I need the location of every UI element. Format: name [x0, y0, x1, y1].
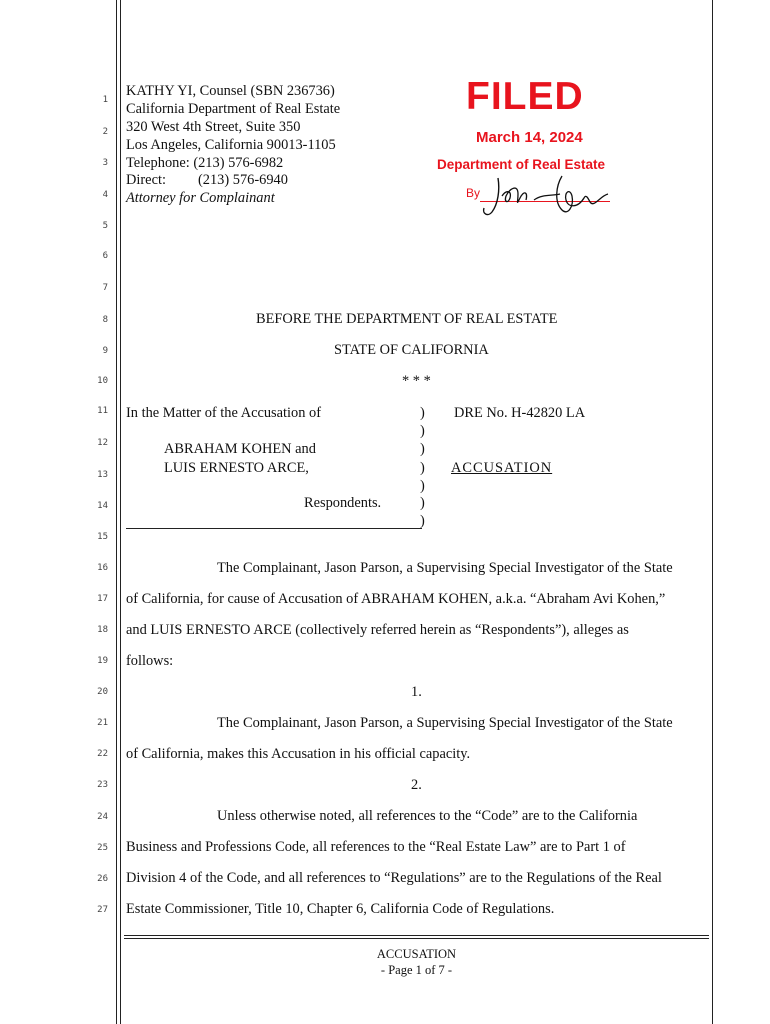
- counsel-street: 320 West 4th Street, Suite 350: [126, 119, 301, 135]
- line-number: 10: [97, 376, 108, 386]
- paragraph-2-line: Business and Professions Code, all references to the “Real Estate Law” are to Part 1 of: [126, 839, 626, 855]
- heading-state: STATE OF CALIFORNIA: [334, 342, 489, 358]
- intro-line: follows:: [126, 653, 174, 669]
- line-number: 5: [102, 221, 108, 231]
- line-number: 19: [97, 656, 108, 666]
- line-number: 23: [97, 780, 108, 790]
- footer-title: ACCUSATION: [376, 947, 457, 961]
- paragraph-1-line: of California, makes this Accusation in his official capacity.: [126, 746, 471, 762]
- counsel-role: Attorney for Complainant: [126, 190, 275, 206]
- intro-line: of California, for cause of Accusation of ABRAHAM KOHEN, a.k.a. “Abraham Avi Kohen,”: [126, 591, 666, 607]
- line-number: 9: [102, 346, 108, 356]
- line-number: 21: [97, 718, 108, 728]
- counsel-direct-number: (213) 576-6940: [198, 172, 288, 188]
- counsel-agency: California Department of Real Estate: [126, 101, 341, 117]
- line-number: 25: [97, 843, 108, 853]
- caption-paren: ): [420, 441, 425, 457]
- caption-respondents-label: Respondents.: [304, 495, 382, 511]
- line-number: 20: [97, 687, 108, 697]
- intro-line: The Complainant, Jason Parson, a Supervising Special Investigator of the State: [217, 560, 673, 576]
- footer-page-number: - Page 1 of 7 -: [380, 963, 453, 977]
- counsel-city: Los Angeles, California 90013-1105: [126, 137, 336, 153]
- counsel-direct-label: Direct:: [126, 172, 166, 188]
- margin-rule-left-inner: [120, 0, 121, 1024]
- line-number: 2: [102, 127, 108, 137]
- handwritten-signature: [478, 172, 618, 222]
- caption-paren: ): [420, 478, 425, 494]
- paragraph-1-line: The Complainant, Jason Parson, a Supervising Special Investigator of the State: [217, 715, 673, 731]
- intro-line: and LUIS ERNESTO ARCE (collectively referred herein as “Respondents”), alleges as: [126, 622, 629, 638]
- caption-paren: ): [420, 513, 425, 529]
- paragraph-2-line: Unless otherwise noted, all references to the “Code” are to the California: [217, 808, 638, 824]
- line-number: 13: [97, 470, 108, 480]
- line-number: 8: [102, 315, 108, 325]
- heading-separator: * * *: [402, 373, 431, 389]
- footer-rule-2: [124, 938, 709, 939]
- line-number: 6: [102, 251, 108, 261]
- caption-respondent-1: ABRAHAM KOHEN and: [164, 441, 316, 457]
- caption-paren: ): [420, 495, 425, 511]
- caption-document-type: ACCUSATION: [451, 460, 553, 476]
- line-number: 15: [97, 532, 108, 542]
- line-number: 11: [97, 406, 108, 416]
- filed-by-label: By: [466, 186, 481, 200]
- filed-department: Department of Real Estate: [437, 157, 606, 172]
- caption-paren: ): [420, 405, 425, 421]
- caption-paren: ): [420, 423, 425, 439]
- footer-rule: [124, 935, 709, 936]
- line-number: 26: [97, 874, 108, 884]
- line-number: 3: [102, 158, 108, 168]
- line-number: 7: [102, 283, 108, 293]
- margin-rule-left-outer: [116, 0, 117, 1024]
- line-number: 1: [102, 95, 108, 105]
- heading-department: BEFORE THE DEPARTMENT OF REAL ESTATE: [256, 311, 558, 327]
- line-number: 22: [97, 749, 108, 759]
- counsel-telephone: Telephone: (213) 576-6982: [126, 155, 284, 171]
- paragraph-2-line: Division 4 of the Code, and all references to “Regulations” are to the Regulations of the Real: [126, 870, 662, 886]
- filed-date: March 14, 2024: [476, 129, 583, 146]
- counsel-name: KATHY YI, Counsel (SBN 236736): [126, 83, 335, 99]
- paragraph-number: 2.: [411, 777, 422, 793]
- caption-underline: [126, 528, 422, 529]
- line-number: 16: [97, 563, 108, 573]
- paragraph-number: 1.: [411, 684, 422, 700]
- caption-dre-number: DRE No. H-42820 LA: [454, 405, 586, 421]
- filed-label: FILED: [466, 75, 584, 118]
- paragraph-2-line: Estate Commissioner, Title 10, Chapter 6, California Code of Regulations.: [126, 901, 555, 917]
- caption-paren: ): [420, 460, 425, 476]
- line-number: 18: [97, 625, 108, 635]
- caption-matter: In the Matter of the Accusation of: [126, 405, 322, 421]
- line-number: 12: [97, 438, 108, 448]
- caption-respondent-2: LUIS ERNESTO ARCE,: [164, 460, 309, 476]
- margin-rule-right: [712, 0, 713, 1024]
- line-number: 4: [102, 190, 108, 200]
- line-number: 27: [97, 905, 108, 915]
- line-number: 24: [97, 812, 108, 822]
- line-number: 17: [97, 594, 108, 604]
- line-number: 14: [97, 501, 108, 511]
